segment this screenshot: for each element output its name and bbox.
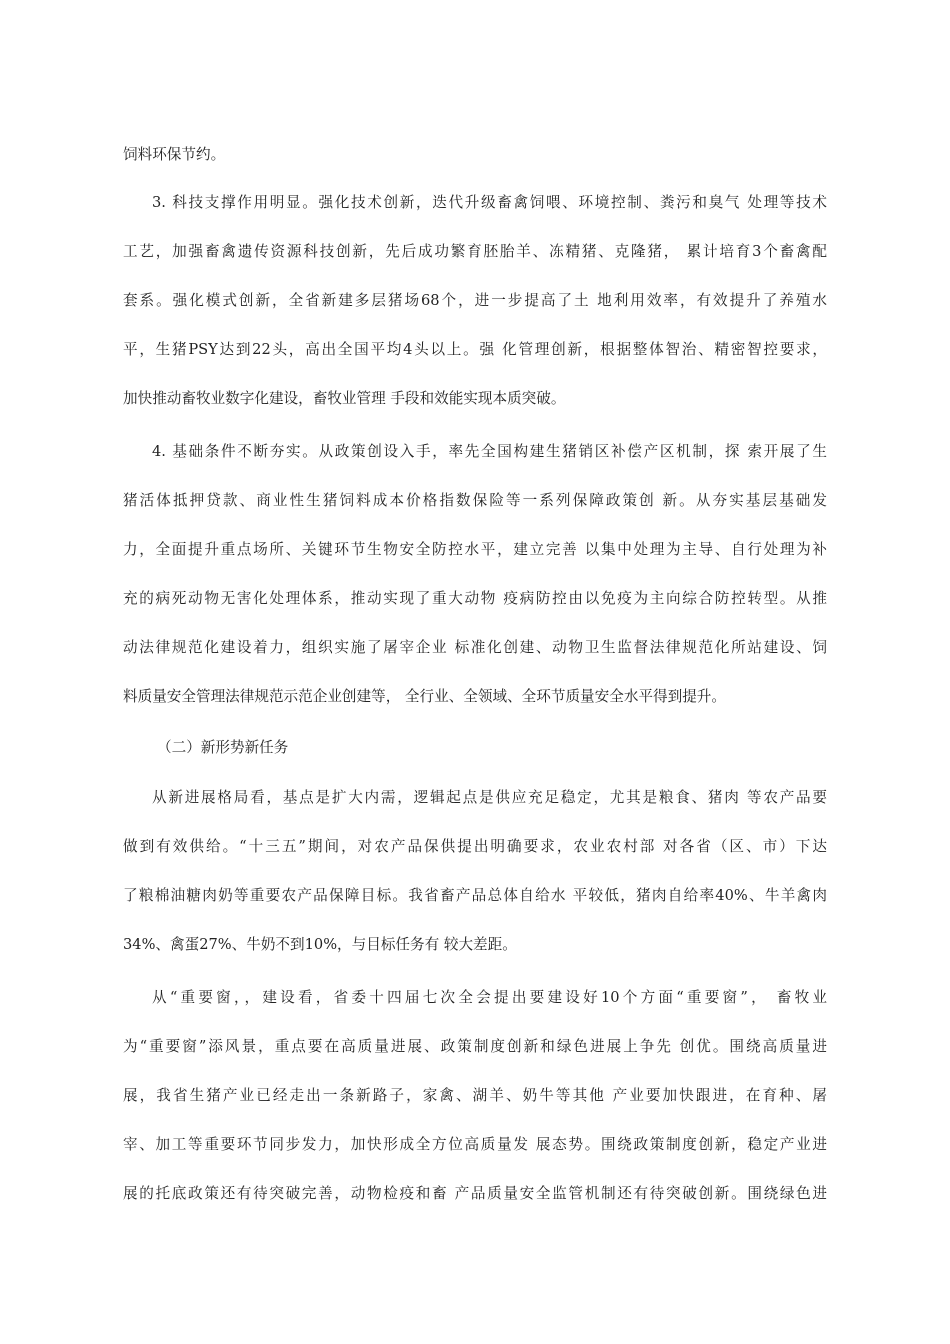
- paragraph-line: 宰、加工等重要环节同步发力，加快形成全方位高质量发 展态势。围绕政策制度创新，稳定产业进: [123, 1136, 827, 1153]
- paragraph-line: 猪活体抵押贷款、商业性生猪饲料成本价格指数保险等一系列保障政策创 新。从夯实基层基础发: [123, 492, 827, 509]
- paragraph-line: 力，全面提升重点场所、关键环节生物安全防控水平，建立完善 以集中处理为主导、自行处理为补: [123, 541, 827, 558]
- paragraph-line: 工艺，加强畜禽遗传资源科技创新，先后成功繁育胚胎羊、冻精猪、克隆猪， 累计培育3个畜禽配: [123, 243, 827, 260]
- paragraph-line: 做到有效供给。“十三五”期间，对农产品保供提出明确要求，农业农村部 对各省（区、市）下达: [123, 838, 827, 855]
- paragraph-line: 展的托底政策还有待突破完善，动物检疫和畜 产品质量安全监管机制还有待突破创新。围绕绿色进: [123, 1185, 827, 1202]
- paragraph-line: 充的病死动物无害化处理体系，推动实现了重大动物 疫病防控由以免疫为主向综合防控转型。从推: [123, 590, 827, 607]
- paragraph-line: 了粮棉油糖肉奶等重要农产品保障目标。我省畜产品总体自给水 平较低，猪肉自给率40%、牛羊禽肉: [123, 887, 827, 904]
- paragraph-line: 从新进展格局看，基点是扩大内需，逻辑起点是供应充足稳定，尤其是粮食、猪肉 等农产品要: [152, 789, 827, 806]
- paragraph-line: 34%、禽蛋27%、牛奶不到10%，与目标任务有 较大差距。: [123, 936, 517, 953]
- paragraph-line: 加快推动畜牧业数字化建设，畜牧业管理 手段和效能实现本质突破。: [123, 390, 566, 407]
- paragraph-line: 展，我省生猪产业已经走出一条新路子，家禽、湖羊、奶牛等其他 产业要加快跟进，在育种、屠: [123, 1087, 827, 1104]
- paragraph-line: 平，生猪PSY达到22头，高出全国平均4头以上。强 化管理创新，根据整体智治、精密智控要求，: [123, 341, 827, 358]
- paragraph-line: 4. 基础条件不断夯实。从政策创设入手，率先全国构建生猪销区补偿产区机制，探 索开展了生: [152, 443, 827, 460]
- paragraph-line: 动法律规范化建设着力，组织实施了屠宰企业 标准化创建、动物卫生监督法律规范化所站建设、饲: [123, 639, 827, 656]
- paragraph-line: 为“重要窗”添风景，重点要在高质量进展、政策制度创新和绿色进展上争先 创优。围绕高质量进: [123, 1038, 827, 1055]
- paragraph-line: 饲料环保节约。: [123, 146, 226, 163]
- paragraph-line: 料质量安全管理法律规范示范企业创建等， 全行业、全领域、全环节质量安全水平得到提升。: [123, 688, 726, 705]
- paragraph-line: 3. 科技支撑作用明显。强化技术创新，迭代升级畜禽饲喂、环境控制、粪污和臭气 处理等技术: [152, 194, 827, 211]
- paragraph-line: 从“重要窗，，建设看，省委十四届七次全会提出要建设好10个方面“重要窗”， 畜牧业: [152, 989, 827, 1006]
- section-heading: （二）新形势新任务: [157, 739, 289, 756]
- paragraph-line: 套系。强化模式创新，全省新建多层猪场68个，进一步提高了土 地利用效率，有效提升了养殖水: [123, 292, 827, 309]
